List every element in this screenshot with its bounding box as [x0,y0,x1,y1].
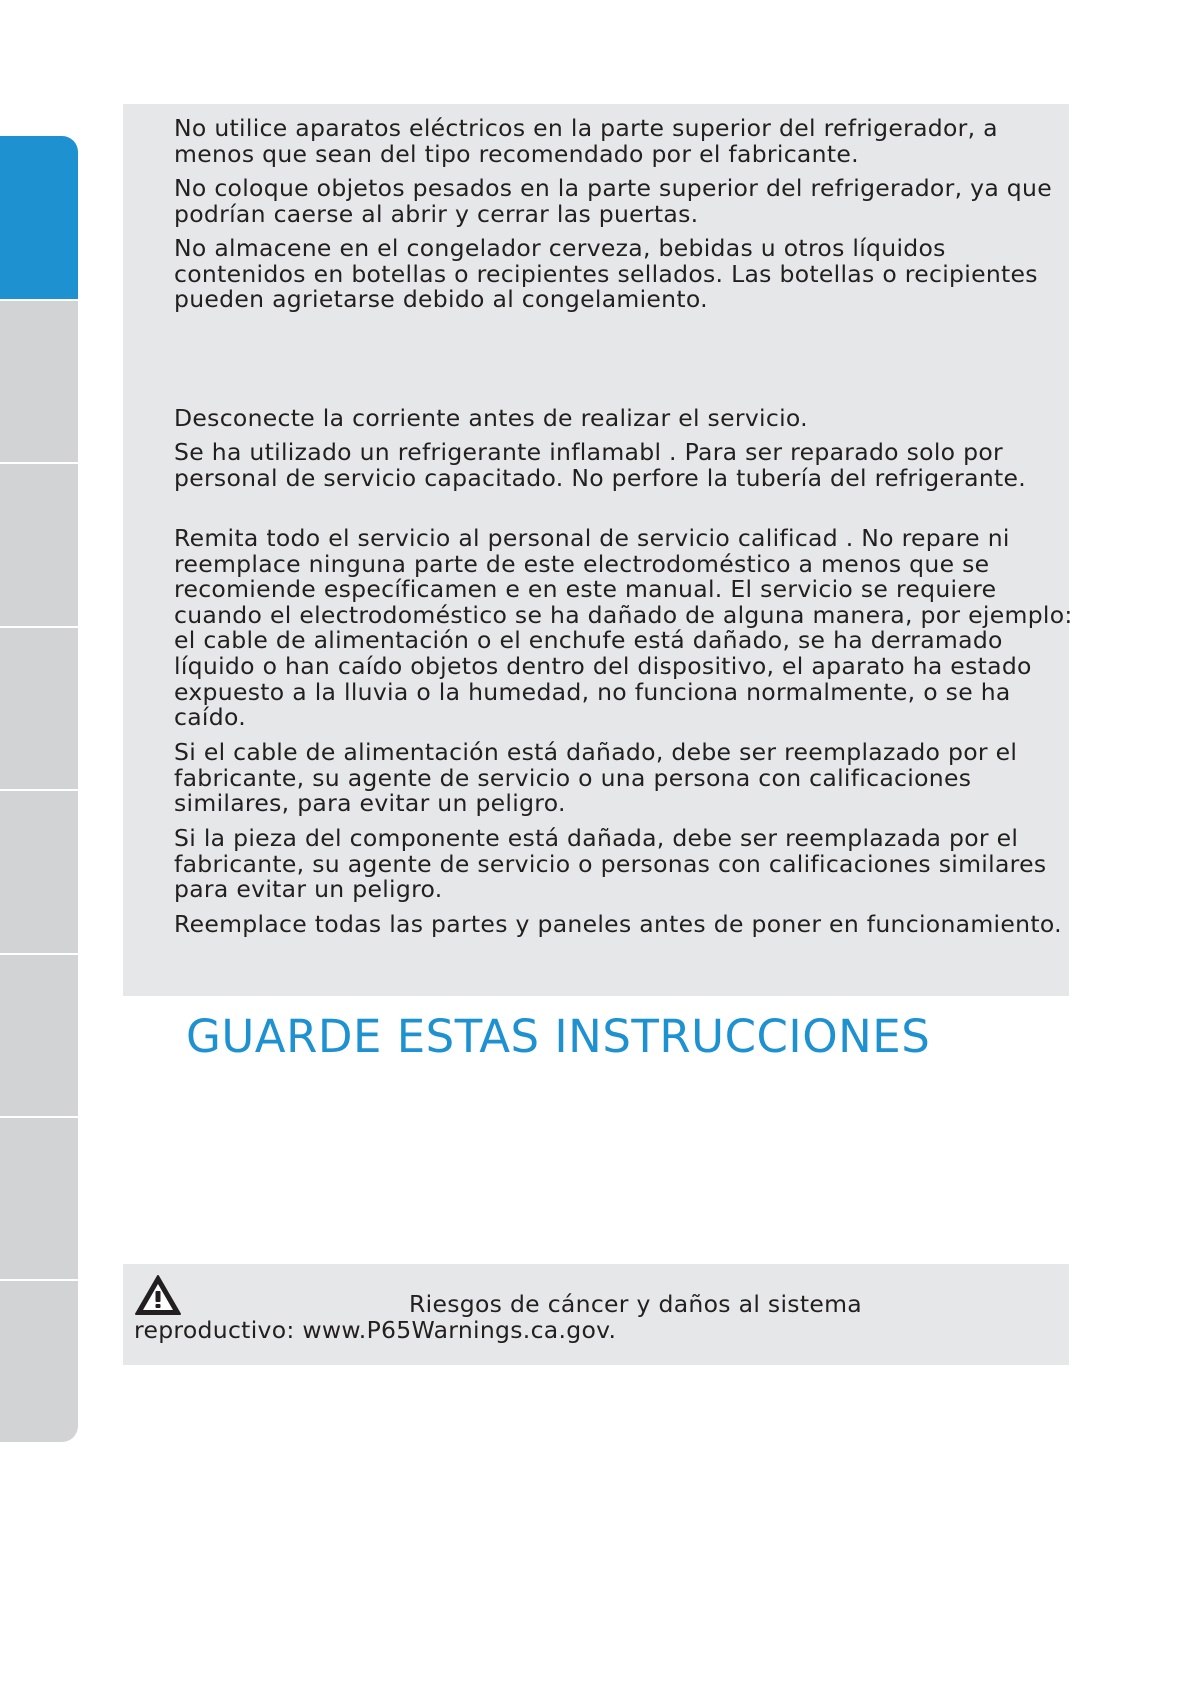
warning-paragraph: No almacene en el congelador cerveza, bebidas u otros líquidos contenidos en botellas o recipientes sellados. Las botellas o recipientes pueden agrietarse debido al congelamiento. [174,234,1038,314]
warning-paragraph: No coloque objetos pesados en la parte superior del refrigerador, ya que podrían caerse al abrir y cerrar las puertas. [174,174,1052,228]
prop65-text-line2: reproductivo: www.P65Warnings.ca.gov. [134,1316,617,1344]
side-tab-6[interactable] [0,953,78,1116]
side-tab-2[interactable] [0,299,78,462]
service-paragraph: Se ha utilizado un refrigerante inflamabl . Para ser reparado solo por personal de servicio capacitado. No perfore la tubería del refrigerante. [174,438,1027,492]
service-paragraph: Si la pieza del componente está dañada, debe ser reemplazada por el fabricante, su agente de servicio o personas con calificaciones similares para evitar un peligro. [174,824,1047,904]
side-tab-active[interactable] [0,136,78,299]
warning-paragraph: No utilice aparatos eléctricos en la parte superior del refrigerador, a menos que sean del tipo recomendado por el fabricante. [174,114,998,168]
side-tab-8[interactable] [0,1279,78,1442]
side-tab-4[interactable] [0,626,78,789]
service-paragraph: Remita todo el servicio al personal de servicio calificad . No repare ni reemplace ninguna parte de este electrodoméstico a menos que se recomiende específicamen e en este manual. El servicio se requiere cuando el electrodoméstico se ha dañado de alguna manera, por ejemplo: el cable de alimentación o el enchufe está dañado, se ha derramado líquido o han caído objetos dentro del dispositivo, el aparato ha estado expuesto a la lluvia o la humedad, no funciona normalmente, o se ha caído. [174,524,1073,732]
warning-triangle-icon [134,1274,182,1316]
side-tab-5[interactable] [0,789,78,953]
side-tab-3[interactable] [0,462,78,626]
service-paragraph: Reemplace todas las partes y paneles antes de poner en funcionamiento. [174,910,1062,938]
service-paragraph: Si el cable de alimentación está dañado, debe ser reemplazado por el fabricante, su agente de servicio o una persona con calificaciones similares, para evitar un peligro. [174,738,1018,818]
side-tab-7[interactable] [0,1116,78,1279]
save-instructions-heading: GUARDE ESTAS INSTRUCCIONES [186,1010,931,1063]
side-tab-strip [0,136,78,1442]
service-paragraph: Desconecte la corriente antes de realizar el servicio. [174,404,808,432]
prop65-text-line1: Riesgos de cáncer y daños al sistema [409,1290,862,1318]
